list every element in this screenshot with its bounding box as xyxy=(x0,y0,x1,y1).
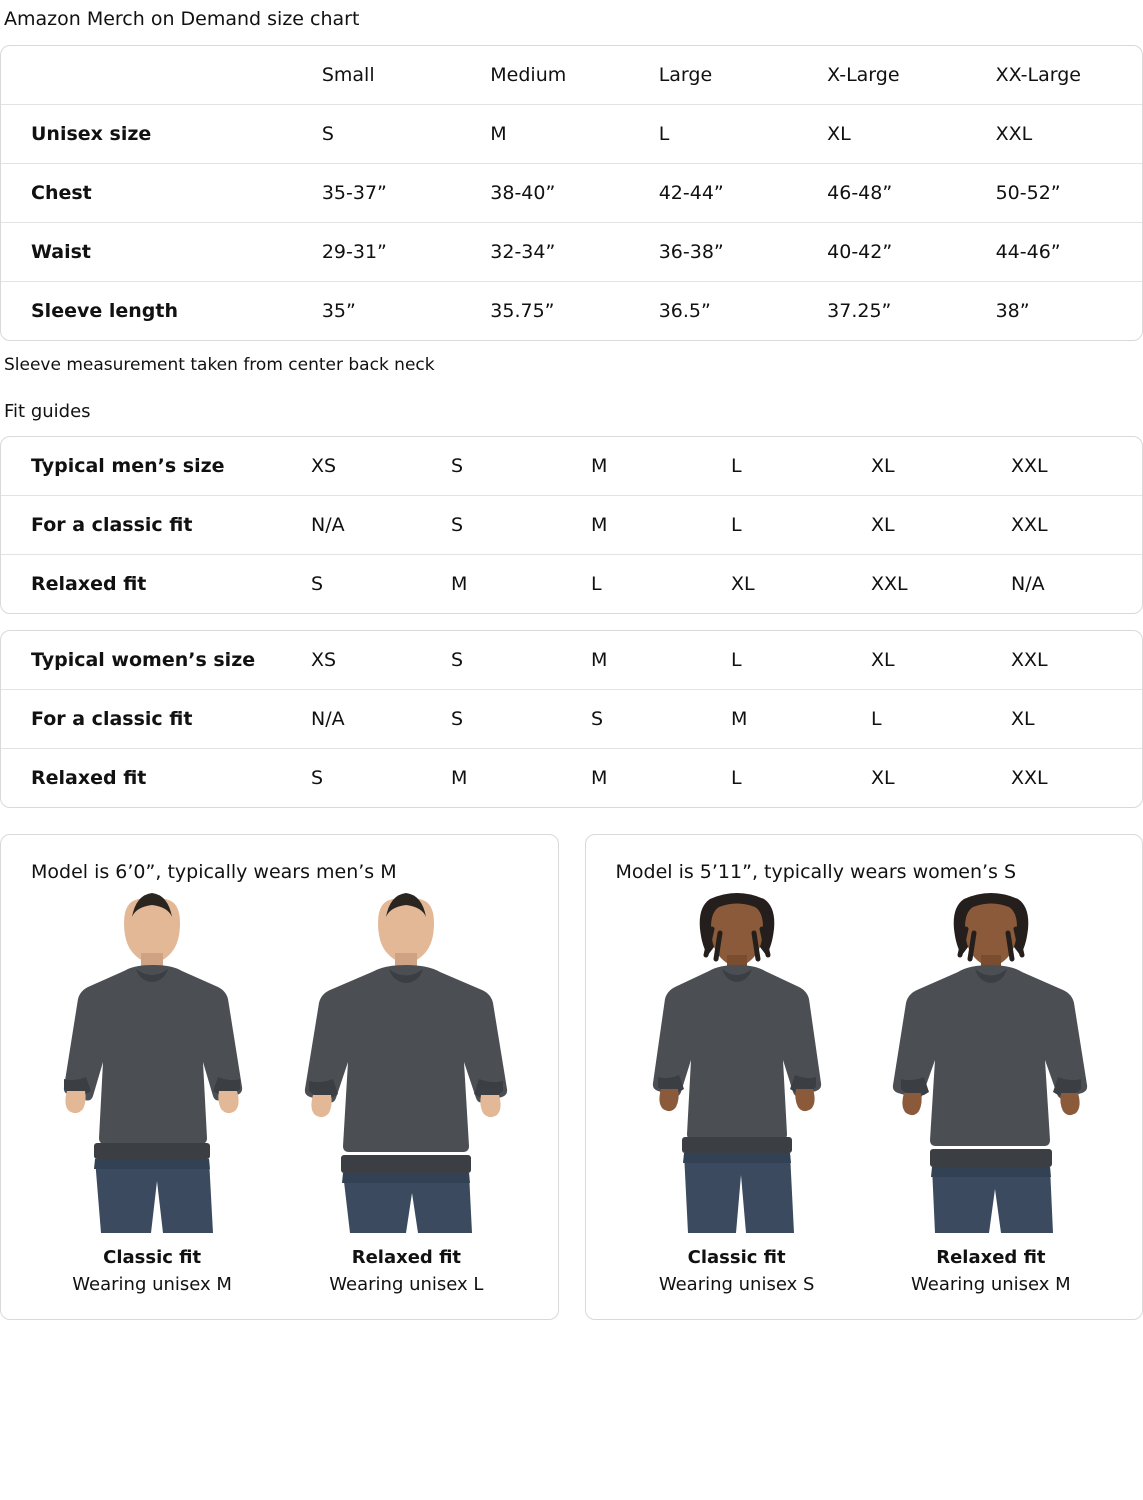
row-label-mens-relaxed-fit: Relaxed fit xyxy=(1,554,311,613)
cell-womens-relaxed-6: XXL xyxy=(1011,748,1142,807)
cell-waist-medium: 32-34” xyxy=(490,222,658,281)
womens-relaxed-fit-wearing: Wearing unisex M xyxy=(911,1273,1071,1295)
mens-model-caption: Model is 6’0”, typically wears men’s M xyxy=(31,860,397,883)
cell-mens-typical-6: XXL xyxy=(1011,454,1048,477)
cell-chest-xxlarge: 50-52” xyxy=(996,163,1142,222)
cell-mens-classic-4: L xyxy=(731,495,871,554)
cell-womens-relaxed-1: S xyxy=(311,748,451,807)
mens-figures xyxy=(25,893,534,1295)
page-title: Amazon Merch on Demand size chart xyxy=(4,8,360,30)
womens-relaxed-fit-illustration xyxy=(876,893,1106,1233)
cell-mens-typical-1: XS xyxy=(311,454,337,477)
table-row xyxy=(1,437,1142,496)
cell-mens-relaxed-4: XL xyxy=(731,554,871,613)
cell-mens-relaxed-5: XXL xyxy=(871,554,1011,613)
column-header-xlarge: X-Large xyxy=(827,63,900,86)
row-label-waist: Waist xyxy=(1,222,322,281)
womens-fit-guide-table xyxy=(1,631,1142,807)
mens-fit-guide-table xyxy=(1,437,1142,613)
cell-womens-relaxed-3: M xyxy=(591,748,731,807)
cell-womens-typical-3: M xyxy=(591,648,608,671)
womens-model-card xyxy=(585,834,1143,1320)
cell-sleeve-xlarge: 37.25” xyxy=(827,281,995,340)
womens-model-caption: Model is 5’11”, typically wears women’s S xyxy=(615,860,1017,883)
size-chart-card xyxy=(0,45,1143,341)
cell-chest-small: 35-37” xyxy=(322,163,490,222)
table-row xyxy=(1,689,1142,748)
spacer xyxy=(0,614,1143,630)
cell-womens-typical-5: XL xyxy=(871,648,895,671)
row-label-typical-womens-size: Typical women’s size xyxy=(31,648,256,671)
mens-classic-fit-label: Classic fit xyxy=(103,1246,202,1268)
cell-waist-small: 29-31” xyxy=(322,222,490,281)
spacer xyxy=(0,808,1143,834)
figure-mens-classic-fit xyxy=(32,893,272,1295)
cell-womens-relaxed-4: L xyxy=(731,748,871,807)
cell-sleeve-medium: 35.75” xyxy=(490,281,658,340)
column-header-small: Small xyxy=(321,63,375,86)
cell-womens-classic-4: M xyxy=(731,689,871,748)
womens-classic-fit-wearing: Wearing unisex S xyxy=(658,1273,815,1295)
sleeve-measurement-note: Sleeve measurement taken from center back neck xyxy=(4,354,435,375)
column-header-large: Large xyxy=(658,63,713,86)
figure-mens-relaxed-fit xyxy=(286,893,526,1295)
cell-womens-typical-6: XXL xyxy=(1011,648,1048,671)
cell-waist-xxlarge: 44-46” xyxy=(996,222,1142,281)
cell-unisex-large: L xyxy=(659,104,827,163)
cell-unisex-xxlarge: XXL xyxy=(996,104,1142,163)
cell-sleeve-xxlarge: 38” xyxy=(996,281,1142,340)
table-row xyxy=(1,495,1142,554)
womens-classic-fit-illustration xyxy=(622,893,852,1233)
table-row xyxy=(1,281,1142,340)
cell-waist-large: 36-38” xyxy=(659,222,827,281)
cell-chest-large: 42-44” xyxy=(659,163,827,222)
cell-mens-typical-2: S xyxy=(451,454,464,477)
row-label-womens-classic-fit: For a classic fit xyxy=(1,689,311,748)
table-row xyxy=(1,631,1142,690)
fit-guides-label: Fit guides xyxy=(4,400,91,422)
table-row xyxy=(1,163,1142,222)
size-chart-table xyxy=(1,46,1142,340)
row-label-womens-relaxed-fit: Relaxed fit xyxy=(1,748,311,807)
cell-sleeve-small: 35” xyxy=(322,281,490,340)
row-label-sleeve-length: Sleeve length xyxy=(1,281,322,340)
cell-womens-classic-5: L xyxy=(871,689,1011,748)
cell-mens-relaxed-6: N/A xyxy=(1011,554,1142,613)
mens-relaxed-fit-illustration xyxy=(291,893,521,1233)
cell-mens-typical-3: M xyxy=(591,454,608,477)
cell-womens-classic-1: N/A xyxy=(311,689,451,748)
cell-mens-classic-5: XL xyxy=(871,495,1011,554)
cell-mens-relaxed-3: L xyxy=(591,554,731,613)
cell-mens-classic-1: N/A xyxy=(311,495,451,554)
table-row xyxy=(1,748,1142,807)
cell-unisex-medium: M xyxy=(490,104,658,163)
table-header-row xyxy=(1,46,1142,105)
column-header-medium: Medium xyxy=(490,63,567,86)
cell-womens-classic-3: S xyxy=(591,689,731,748)
cell-mens-relaxed-1: S xyxy=(311,554,451,613)
cell-womens-relaxed-2: M xyxy=(451,748,591,807)
mens-relaxed-fit-label: Relaxed fit xyxy=(351,1246,462,1268)
cell-mens-classic-6: XXL xyxy=(1011,495,1142,554)
womens-figures xyxy=(610,893,1119,1295)
row-label-mens-classic-fit: For a classic fit xyxy=(1,495,311,554)
table-row xyxy=(1,104,1142,163)
column-header-blank xyxy=(1,46,322,105)
cell-womens-typical-4: L xyxy=(731,648,742,671)
row-label-typical-mens-size: Typical men’s size xyxy=(31,454,225,477)
cell-womens-relaxed-5: XL xyxy=(871,748,1011,807)
row-label-unisex-size: Unisex size xyxy=(1,104,322,163)
figure-womens-classic-fit xyxy=(617,893,857,1295)
mens-classic-fit-wearing: Wearing unisex M xyxy=(72,1273,232,1295)
mens-model-card xyxy=(0,834,559,1320)
cell-sleeve-large: 36.5” xyxy=(659,281,827,340)
cell-womens-classic-2: S xyxy=(451,689,591,748)
cell-waist-xlarge: 40-42” xyxy=(827,222,995,281)
cell-chest-medium: 38-40” xyxy=(490,163,658,222)
table-row xyxy=(1,222,1142,281)
cell-mens-classic-2: S xyxy=(451,495,591,554)
figure-womens-relaxed-fit xyxy=(871,893,1111,1295)
cell-chest-xlarge: 46-48” xyxy=(827,163,995,222)
table-row xyxy=(1,554,1142,613)
cell-womens-classic-6: XL xyxy=(1011,689,1142,748)
cell-unisex-small: S xyxy=(322,104,490,163)
womens-classic-fit-label: Classic fit xyxy=(687,1246,786,1268)
model-cards-row xyxy=(0,834,1143,1320)
womens-fit-guide-card xyxy=(0,630,1143,808)
cell-mens-relaxed-2: M xyxy=(451,554,591,613)
column-header-xxlarge: XX-Large xyxy=(995,63,1081,86)
cell-unisex-xlarge: XL xyxy=(827,104,995,163)
cell-womens-typical-1: XS xyxy=(311,648,337,671)
row-label-chest: Chest xyxy=(1,163,322,222)
cell-mens-typical-5: XL xyxy=(871,454,895,477)
cell-mens-classic-3: M xyxy=(591,495,731,554)
cell-mens-typical-4: L xyxy=(731,454,742,477)
womens-relaxed-fit-label: Relaxed fit xyxy=(936,1246,1046,1268)
mens-fit-guide-card xyxy=(0,436,1143,614)
mens-classic-fit-illustration xyxy=(37,893,267,1233)
cell-womens-typical-2: S xyxy=(451,648,464,671)
mens-relaxed-fit-wearing: Wearing unisex L xyxy=(329,1273,484,1295)
